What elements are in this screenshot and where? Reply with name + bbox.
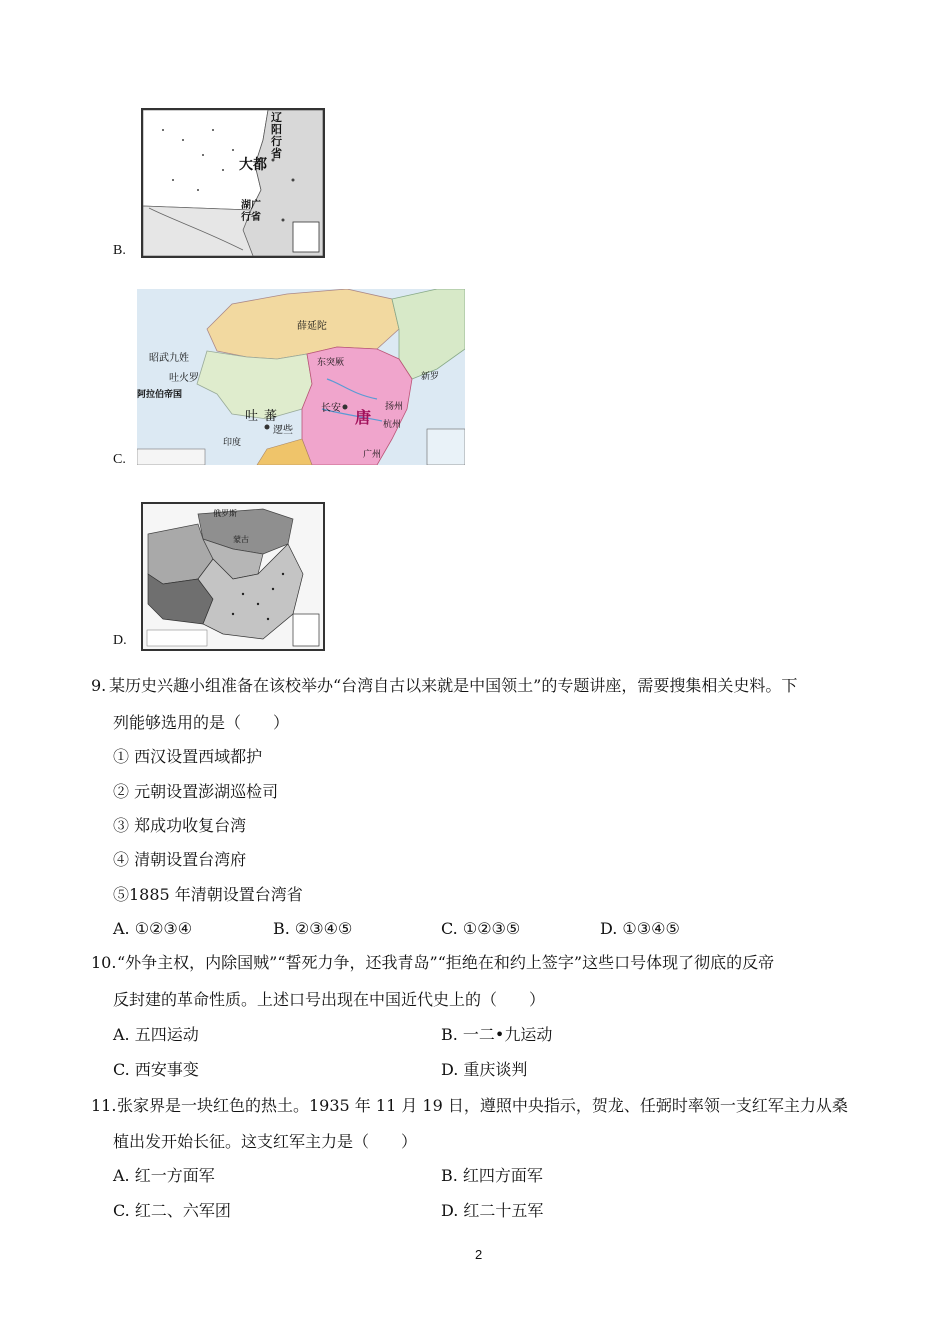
question-9-stem-line2: 列能够选用的是（ ） bbox=[113, 713, 290, 732]
map-c-label-tubo: 吐蕃 bbox=[245, 409, 284, 424]
map-c-label-tang: 唐 bbox=[355, 408, 372, 427]
map-d-label-russia: 俄罗斯 bbox=[213, 509, 237, 518]
map-yuan-dynasty bbox=[141, 108, 325, 258]
map-c-label-india: 印度 bbox=[223, 438, 242, 448]
page-number: 2 bbox=[475, 1247, 483, 1262]
map-option-c-label[interactable]: C. bbox=[113, 452, 126, 467]
question-10-stem-line2: 反封建的革命性质。上述口号出现在中国近代史上的（ ） bbox=[113, 990, 546, 1009]
question-11-stem-line2: 植出发开始长征。这支红军主力是（ ） bbox=[113, 1132, 418, 1151]
map-d-graphic bbox=[143, 504, 323, 649]
map-c-label-changan: 长安 bbox=[321, 403, 341, 414]
question-9-stem-line1: 某历史兴趣小组准备在该校举办“台湾自古以来就是中国领土”的专题讲座，需要搜集相关史料。下 bbox=[109, 676, 798, 695]
map-qing-dynasty bbox=[141, 502, 325, 651]
map-c-label-luoxie: 逻些 bbox=[273, 425, 293, 436]
question-9-item-1: ① 西汉设置西域都护 bbox=[113, 747, 263, 766]
map-c-label-zhaowu: 昭武九姓 bbox=[149, 353, 189, 364]
question-11-stem-line1: 张家界是一块红色的热土。1935 年 11 月 19 日，遵照中央指示，贺龙、任弼时率领一支红军主力从桑 bbox=[117, 1096, 848, 1115]
map-c-label-dongtujue: 东突厥 bbox=[317, 358, 345, 368]
map-c-label-xueyantuo: 薛延陀 bbox=[297, 321, 327, 332]
question-10-option-b[interactable]: B. 一二•九运动 bbox=[441, 1025, 553, 1044]
question-10-option-c[interactable]: C. 西安事变 bbox=[113, 1060, 199, 1079]
map-c-label-tuhuoluo: 吐火罗 bbox=[169, 373, 199, 384]
question-9-option-b[interactable]: B. ②③④⑤ bbox=[273, 919, 353, 938]
question-9-item-3: ③ 郑成功收复台湾 bbox=[113, 816, 247, 835]
question-9-item-4: ④ 清朝设置台湾府 bbox=[113, 850, 247, 869]
question-9-option-c[interactable]: C. ①②③⑤ bbox=[441, 919, 521, 938]
map-c-label-xinluo: 新罗 bbox=[421, 372, 440, 382]
map-option-b-label[interactable]: B. bbox=[113, 243, 126, 258]
map-c-label-guangzhou: 广州 bbox=[363, 450, 382, 460]
question-11-option-c[interactable]: C. 红二、六军团 bbox=[113, 1201, 231, 1220]
question-11-number: 11. bbox=[91, 1096, 117, 1115]
question-10-option-a[interactable]: A. 五四运动 bbox=[113, 1025, 199, 1044]
map-c-label-yangzhou: 扬州 bbox=[385, 402, 404, 412]
map-d-label-mongolia: 蒙古 bbox=[233, 535, 249, 544]
question-9-number: 9. bbox=[91, 676, 107, 695]
map-c-label-arab: 阿拉伯帝国 bbox=[137, 390, 183, 400]
map-c-label-hangzhou: 杭州 bbox=[383, 420, 402, 430]
question-9-option-d[interactable]: D. ①③④⑤ bbox=[600, 919, 680, 938]
question-11-option-d[interactable]: D. 红二十五军 bbox=[441, 1201, 544, 1220]
question-9-item-5: ⑤1885 年清朝设置台湾省 bbox=[113, 885, 303, 904]
map-option-d-label[interactable]: D. bbox=[113, 633, 127, 648]
map-b-label-huguang: 湖广行省 bbox=[241, 200, 261, 223]
question-10-option-d[interactable]: D. 重庆谈判 bbox=[441, 1060, 528, 1079]
question-11-option-b[interactable]: B. 红四方面军 bbox=[441, 1166, 543, 1185]
map-b-label-dadu: 大都 bbox=[239, 157, 267, 173]
question-9-item-2: ② 元朝设置澎湖巡检司 bbox=[113, 782, 279, 801]
question-11-option-a[interactable]: A. 红一方面军 bbox=[113, 1166, 215, 1185]
question-10-number: 10. bbox=[91, 953, 117, 972]
map-b-graphic bbox=[143, 110, 323, 256]
question-9-option-a[interactable]: A. ①②③④ bbox=[113, 919, 193, 938]
map-b-label-liaoyang: 辽阳行省 bbox=[271, 111, 282, 160]
question-10-stem-line1: “外争主权，内除国贼”“誓死力争，还我青岛”“拒绝在和约上签字”这些口号体现了彻底的反帝 bbox=[117, 953, 775, 972]
map-tang-dynasty bbox=[137, 289, 465, 465]
